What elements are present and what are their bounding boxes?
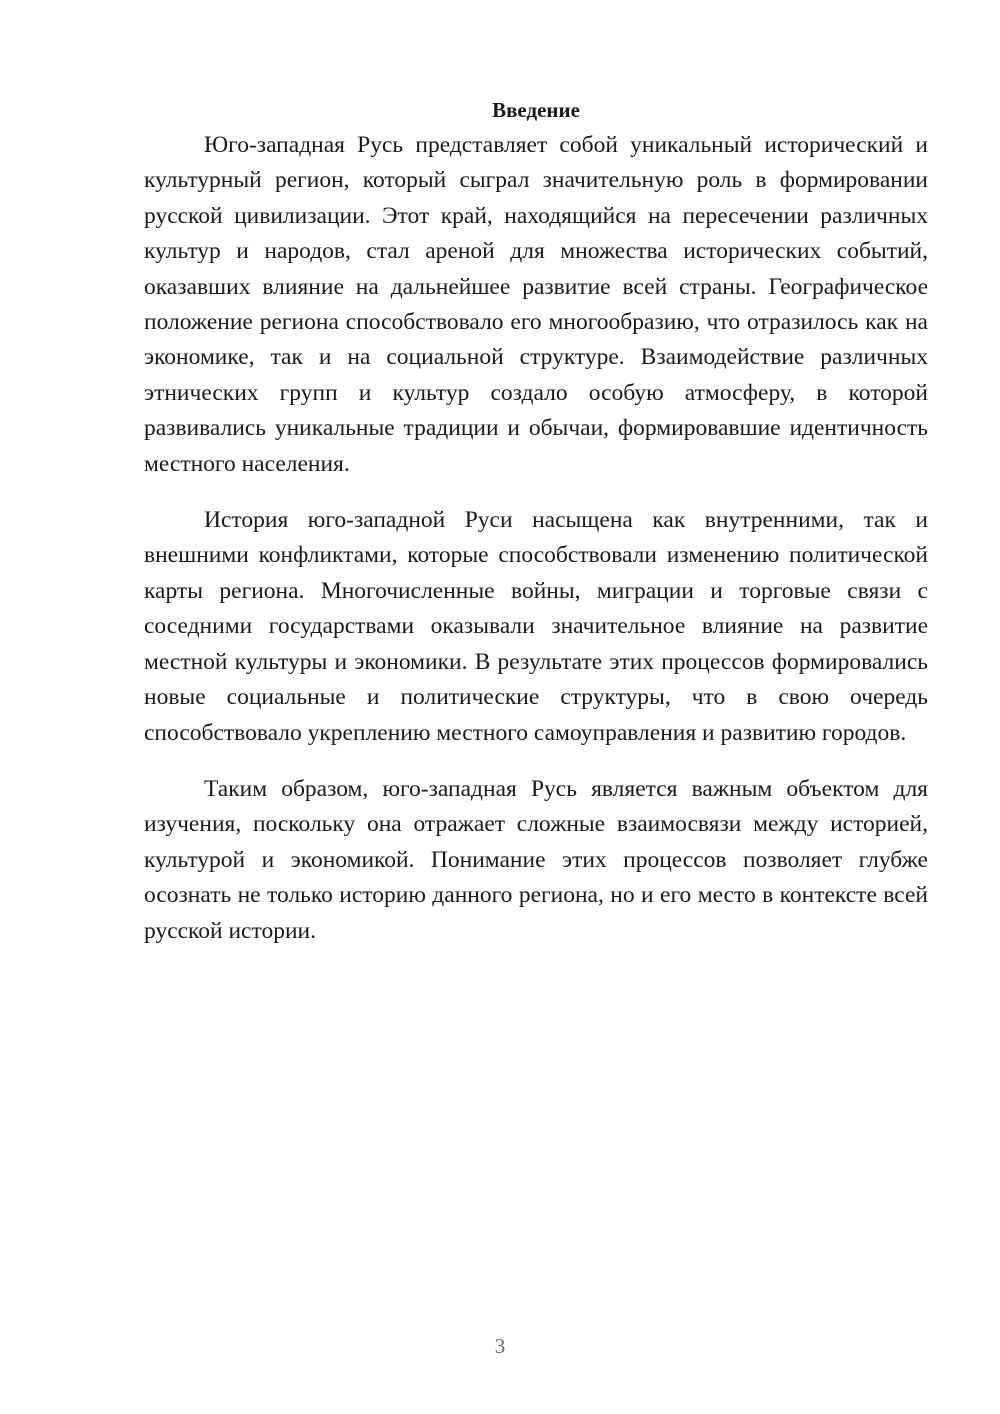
paragraph-2: История юго-западной Руси насыщена как внутренними, так и внешними конфликтами, которые способствовали изменению политической карты региона. Многочисленные войны, миграции и торговые связи с соседними государствами оказывали значительное влияние на развитие местной культуры и экономики. В результате этих процессов формировались новые социальные и политические структуры, что в свою очередь способствовало укреплению местного самоуправления и развитию городов. bbox=[144, 507, 928, 746]
paragraph-1: Юго-западная Русь представляет собой уникальный исторический и культурный регион, который сыграл значительную роль в формировании русской цивилизации. Этот край, находящийся на пересечении различных культур и народов, стал ареной для множества исторических событий, оказавших влияние на дальнейшее развитие всей страны. Географическое положение региона способствовало его многообразию, что отразилось как на экономике, так и на социальной структуре. Взаимодействие различных этнических групп и культур создало особую атмосферу, в которой развивались уникальные традиции и обычаи, формировавшие идентичность местного населения. bbox=[144, 132, 928, 477]
page-number: 3 bbox=[494, 1334, 506, 1358]
paragraph-3: Таким образом, юго-западная Русь является важным объектом для изучения, поскольку она отражает сложные взаимосвязи между историей, культурой и экономикой. Понимание этих процессов позволяет глубже осознать не только историю данного региона, но и его место в контексте всей русской истории. bbox=[144, 775, 928, 944]
section-heading: Введение bbox=[492, 98, 580, 122]
page-content bbox=[144, 92, 928, 949]
